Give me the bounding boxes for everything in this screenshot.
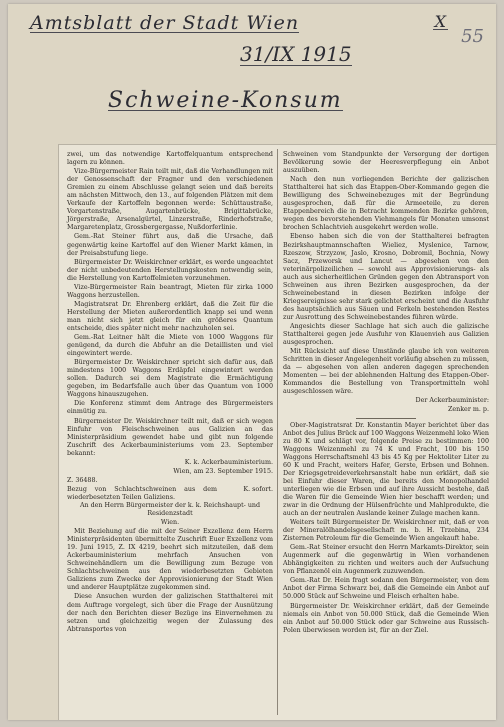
paragraph: Gem.-Rat Dr. Hein fragt sodann den Bürgermeister, von dem Anbot der Firma Schwarz bei, daß die Gemeinde ein Anbot auf 50.000 Stück auf Schweine und Fleisch erhalten habe. bbox=[283, 577, 489, 601]
column-divider bbox=[277, 149, 278, 715]
letter-subject: Bezug von Schlachtschweinen aus dem wiederbesetzten Teilen Galiziens. bbox=[67, 485, 217, 501]
paragraph: Ebenso haben sich die von der Statthalterei befragten Bezirkshauptmannschaften Wieliez, Myslenice, Tarnow, Rzeszow, Strzyzow, Jaslo, Krosno, Dobromil, Bochnia, Nowy Sacz, Przeworsk und Lancut — abgesehen von den veterinärpolizeilichen — sowohl aus Approvisionierungs- als auch aus sicherheitlichen Gründen gegen den Abtransport von Schweinen aus ihren Bezirken ausgesprochen, da der Schweinebestand in diesen Bezirken infolge der Kriegsereignisse sehr stark gelichtet erscheint und die Ausfuhr des hauptsächlich aus Säuen und Ferkeln bestehenden Restes zur Ausrottung des Schweinebestandes führen würde. bbox=[283, 233, 489, 321]
newspaper-clipping bbox=[58, 144, 496, 720]
section-separator bbox=[356, 418, 416, 419]
paragraph: Magistratsrat Dr. Ehrenberg erklärt, daß die Zeit für die Herstellung der Mieten außerordentlich knapp sei und wenn man nicht sich jetzt gleich für ein größeres Quantum entscheide, dies später nicht mehr nachzuholen sei. bbox=[67, 300, 273, 332]
paragraph: Bürgermeister Dr. Weiskirchner spricht sich dafür aus, daß mindestens 1000 Waggons Erdäpfel eingewintert werden sollen. Dadurch sei dem Magistrate die Ermächtigung gegeben, im Bedarfsfalle auch über das Quantum von 1000 Waggons hinauszugehen. bbox=[67, 359, 273, 399]
paragraph: Gem.-Rat Leitner hält die Miete von 1000 Waggons für genügend, da durch die Abfuhr an die Detaillisten und viel eingewintert werde. bbox=[67, 334, 273, 358]
right-column bbox=[283, 151, 489, 636]
paragraph: Vize-Bürgermeister Rain teilt mit, daß die Verhandlungen mit der Genossenschaft der Fragner und den verschiedenen Gremien zu einem Abschlusse gelangt seien und daß bereits am nächsten Mittwoch, den 13., auf folgenden Plätzen mit dem Verkaufe der Kartoffeln begonnen werde: Schüttaustraße, Vorgartenstraße, Augartenbrücke, Brigittabrücke, Jörgerstraße, Arsenalgürtel, Linzerstraße, Rinderhofstraße, Margaretenplatz, Grossbergergasse, Nußdorferlinie. bbox=[67, 168, 273, 232]
letter-subject-row bbox=[67, 486, 273, 502]
letter-place-date: Wien, am 23. September 1915. bbox=[173, 467, 273, 475]
paragraph: Bürgermeister Dr. Weiskirchner erklärt, es werde ungeachtet der nicht unbedeutenden Herstellungskosten notwendig sein, die Herstellung von Kartoffelmieten vorzunehmen. bbox=[67, 258, 273, 282]
paragraph: Schweinen vom Standpunkte der Versorgung der dortigen Bevölkerung sowie der Heeresverpflegung ein Anbot auszuüben. bbox=[283, 151, 489, 175]
paragraph: Mit Rücksicht auf diese Umstände glaube ich von weiteren Schritten in dieser Angelegenheit vorläufig absehen zu müssen, da — abgesehen von allen anderen dagegen sprechenden Momenten — bei der ablehnenden Haltung des Etappen-Ober-Kommandos die Bestellung von Transportmitteln wohl ausgeschlossen wäre. bbox=[283, 348, 489, 396]
paragraph: Bürgermeister Dr. Weiskirchner erklärt, daß der Gemeinde niemals ein Anbot von 50.000 Stück, daß die Gemeinde Wien ein Anbot auf 50.000 Stück oder gar Schweine aus Russisch-Polen überwiesen worden ist, für an der Ziel. bbox=[283, 602, 489, 634]
paragraph: Weiters teilt Bürgermeister Dr. Weiskirchner mit, daß er von der Mineralölhandelsgesellschaft m. b. H. Trzebina, 234 Zisternen Petroleum für die Gemeinde Wien angekauft habe. bbox=[283, 519, 489, 543]
letter-reference: Z. 36488. bbox=[67, 476, 98, 484]
handwritten-issue-number: X bbox=[434, 12, 446, 31]
paragraph: Die Konferenz stimmt dem Antrage des Bürgermeisters einmütig zu. bbox=[67, 400, 273, 416]
letter-addressee: An den Herrn Bürgermeister der k. k. Reichshaupt- und Residenzstadt bbox=[79, 501, 261, 518]
paragraph: Angesichts dieser Sachlage hat sich auch die galizische Statthalterei gegen jede Ausfuhr von Klauenvieh aus Galizien ausgesprochen. bbox=[283, 322, 489, 347]
archive-sheet bbox=[8, 4, 496, 720]
paragraph: zwei, um das notwendige Kartoffelquantum entsprechend lagern zu können. bbox=[67, 151, 273, 167]
minister-name: Zenker m. p. bbox=[447, 406, 489, 414]
handwritten-source-title: Amtsblatt der Stadt Wien bbox=[30, 12, 300, 34]
handwritten-subject: Schweine-Konsum bbox=[108, 88, 343, 113]
handwritten-date: 31/IX 1915 bbox=[240, 42, 352, 66]
ministry-heading: K. k. Ackerbauministerium. bbox=[184, 458, 273, 466]
paragraph: Gem.-Rat Steiner ersucht den Herrn Markamts-Direktor, sein Augenmerk auf die gegenwärtig in Wien vorhandenen Abhängigkeiten zu richten und weiters auch der Aufsuchung von Pflanzenöl ein Augenmerk zuzuwenden. bbox=[283, 544, 489, 576]
paragraph: Gem.-Rat Steiner führt aus, daß die Ursache, daß gegenwärtig keine Kartoffel auf den Wiener Markt kämen, in der Preisabstufung liege. bbox=[67, 233, 273, 257]
paragraph: Ober-Magistratsrat Dr. Konstantin Mayer berichtet über das Anbot des Julius Brück auf 100 Waggons Weizenmehl loko Wien zu 80 K und schlägt vor, folgende Preise zu bestimmen: 100 Waggons Weizenmehl zu 74 K und Fracht, 100 bis 150 Waggons Herrschaftsmehl 43 bis 45 Kg per Hektoliter Liter zu 60 K und Fracht, weiters Hafer, Gerste, Erbsen und Bohnen. Der Kriegsgetreideverkehrsanstalt habe nun erklärt, daß sie bei Einfuhr dieser Waren, die bereits den Monopolhandel unterliegen wie die Erbsen und auf ihre Aussicht bestehe, daß die Waren für die Gemeinde Wien hier beschafft werden; und zwar in die Ordnung der Hülsenfrüchte und Mahlprodukte, die auch an der neutralen Auslande keiner Zulage machen kann. bbox=[283, 421, 489, 518]
paragraph: Bürgermeister Dr. Weiskirchner teilt mit, daß er sich wegen Einfuhr von Fleischschweinen aus Galizien an das Ministerpräsidium gewendet habe und gibt nun folgende Zuschrift des Ackerbauministeriums vom 23. September bekannt: bbox=[67, 417, 273, 457]
left-column bbox=[67, 151, 273, 635]
paragraph: Nach den nun vorliegenden Berichte der galizischen Statthalterei hat sich das Etappen-Ober-Kommando gegen die Bewilligung des Schweinebezuges mit der Begründung ausgesprochen, daß für die Armeeteile, zu deren Etappenbereich die in Betracht kommenden Bezirke gehören, wegen des bevorstehenden Viehmangels für Monaten umsonst brochen Schlachtvieh ausgekehrt werden wolle. bbox=[283, 176, 489, 232]
paragraph: Diese Ansuchen wurden der galizischen Statthalterei mit dem Auftrage vorgelegt, sich über die Frage der Ausnützung der nach den Berichten dieser Bezüge ins Einvernehmen zu setzen und gleichzeitig wegen der Zulassung des Abtransportes von bbox=[67, 593, 273, 633]
letter-urgency: K. sofort. bbox=[243, 485, 273, 493]
letter-city: Wien. bbox=[160, 519, 180, 527]
paragraph: Mit Beziehung auf die mit der Seiner Exzellenz dem Herrn Ministerpräsidenten übermittelte Zuschrift Euer Exzellenz vom 19. Juni 1915, Z. IX 4219, beehrt sich mitzuteilen, daß dem Ackerbauministerium mehrfach Ansuchen von Schweinehändlern um die Bewilligung zum Bezuge von Schlachtschweinen aus den wiederbesetzten Gebieten Galiziens zum Zwecke der Approvisionierung der Stadt Wien und anderer Hauptplätze zugekommen sind. bbox=[67, 528, 273, 592]
minister-signature-line: Der Ackerbauminister: bbox=[415, 397, 489, 405]
paragraph: Vize-Bürgermeister Rain beantragt, Mieten für zirka 1000 Waggons herzustellen. bbox=[67, 283, 273, 299]
page-number: 55 bbox=[461, 26, 484, 47]
